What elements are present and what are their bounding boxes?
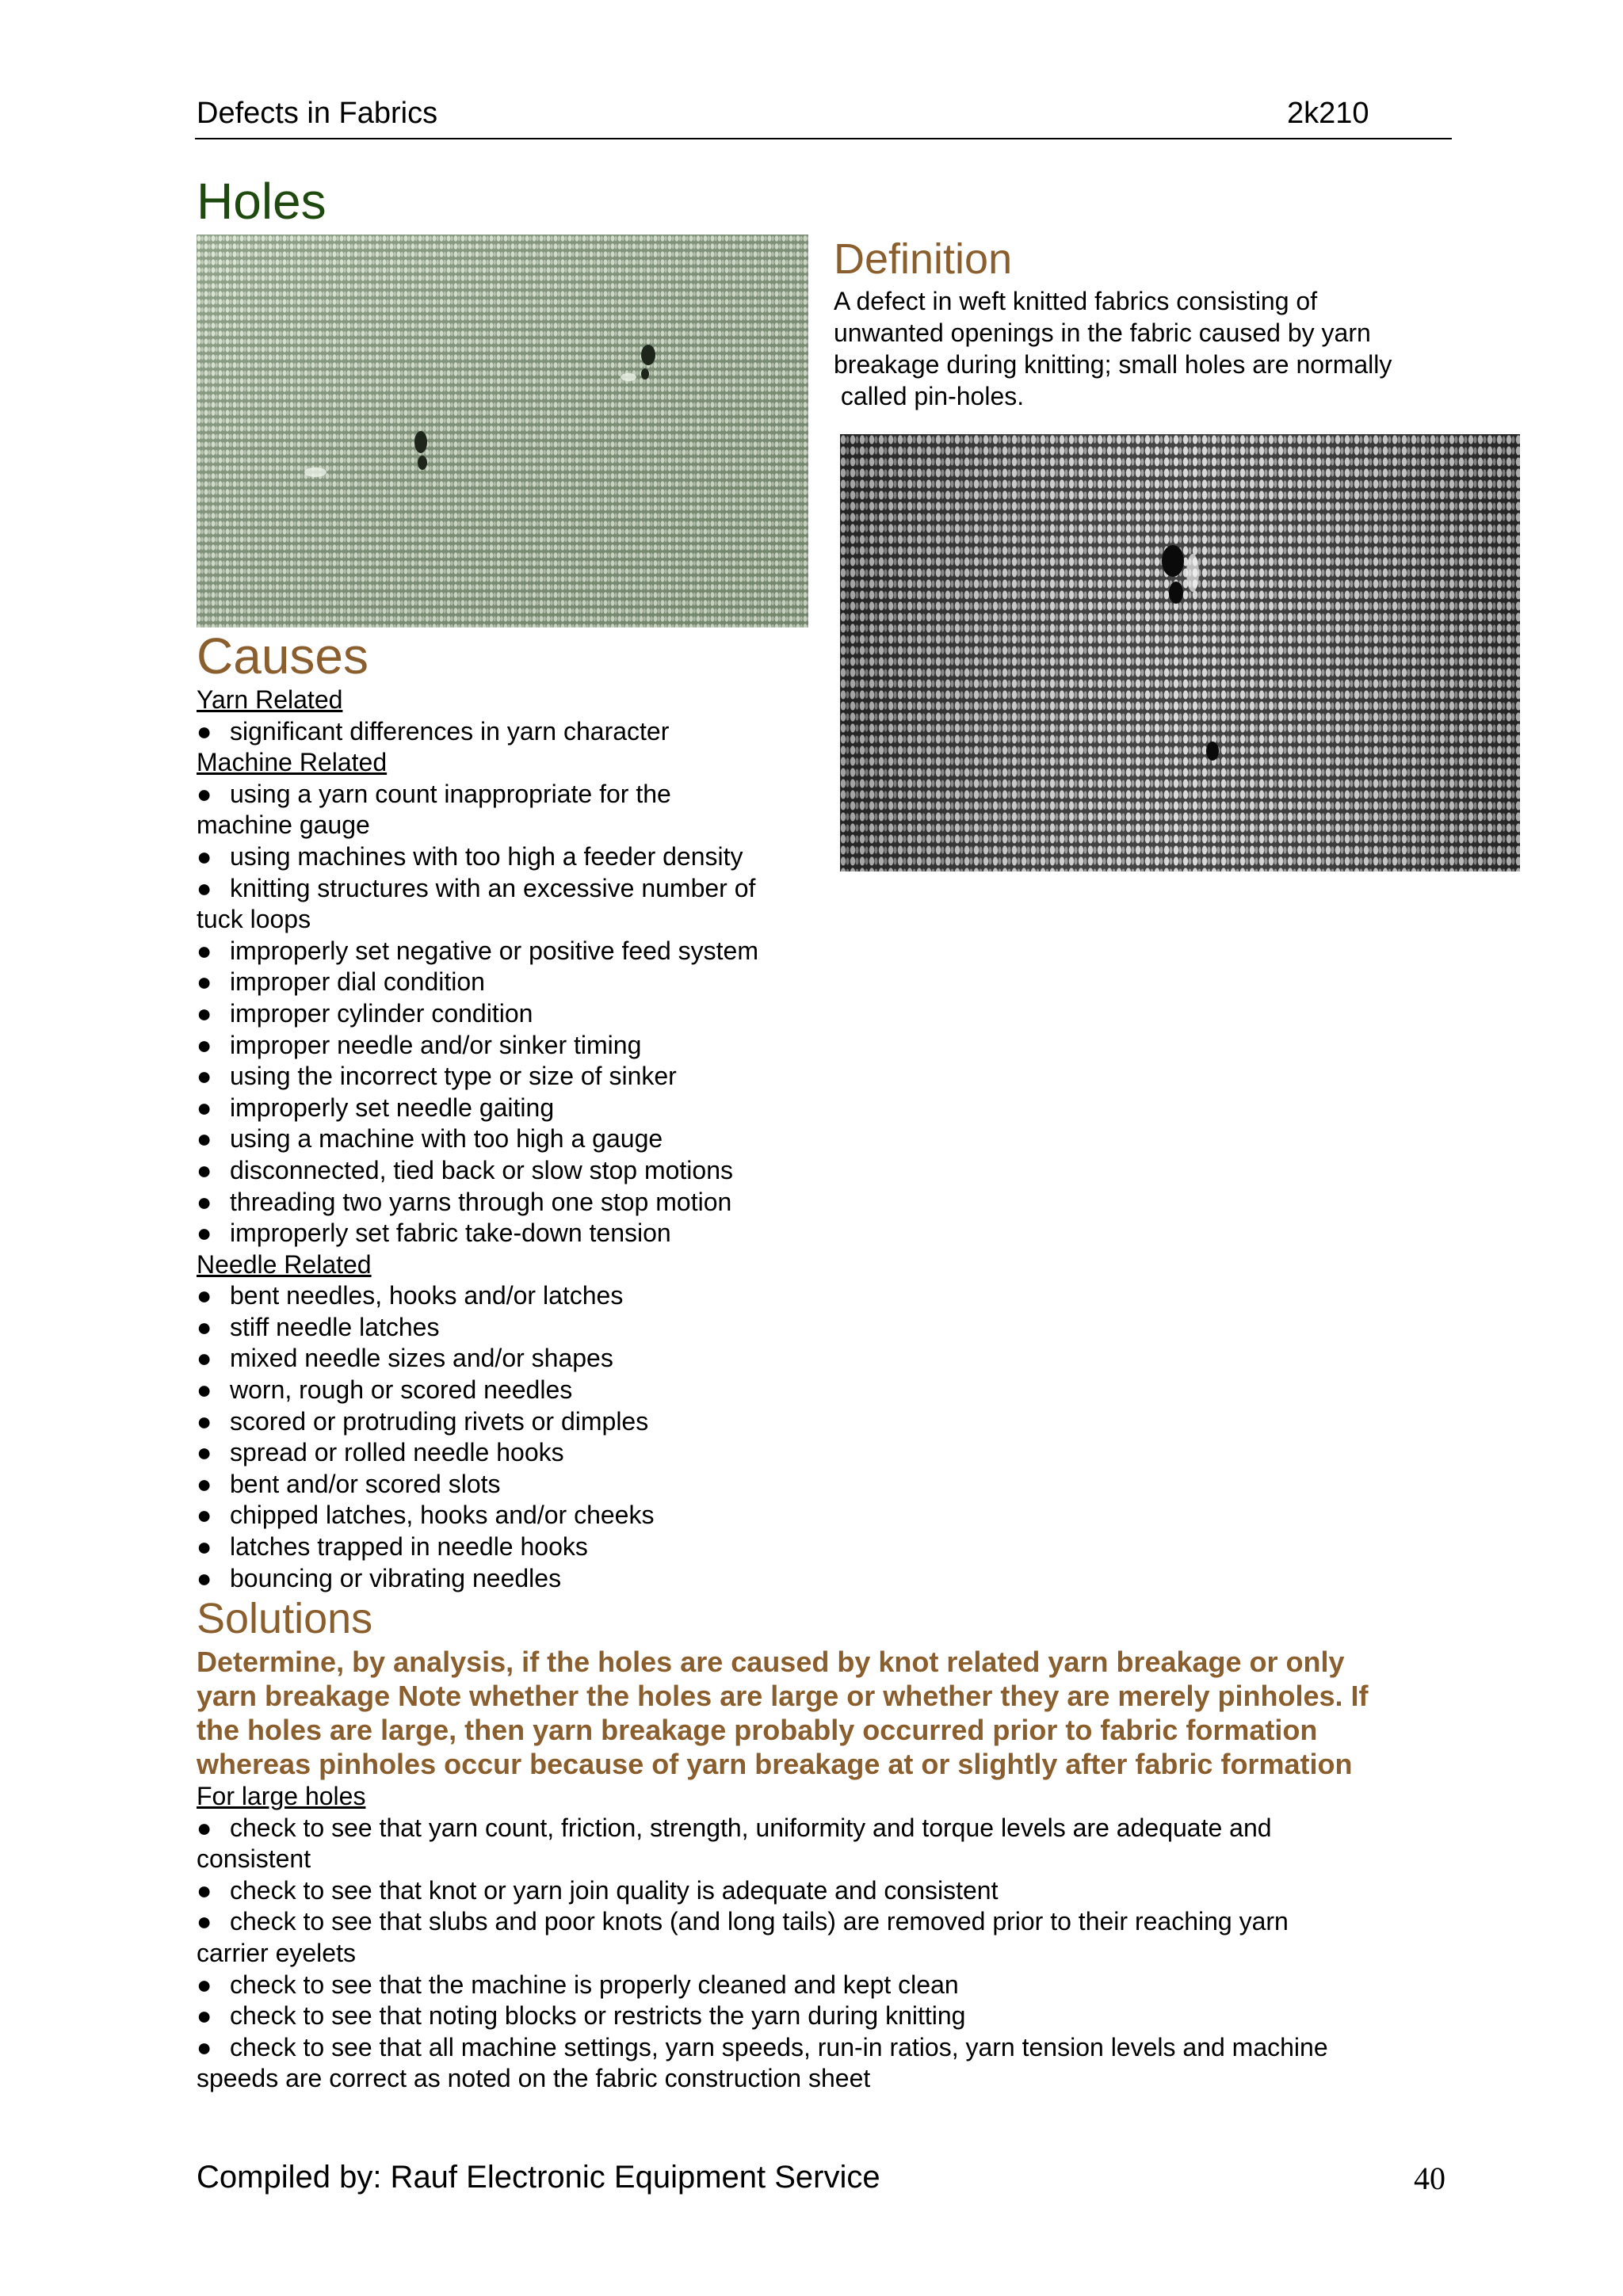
solutions-lead-line: yarn breakage Note whether the holes are large or whether they are merely pinholes. If	[197, 1680, 1369, 1712]
solution-item: ● check to see that the machine is properly cleaned and kept clean	[197, 1970, 959, 1999]
solutions-lead-line: whereas pinholes occur because of yarn breakage at or slightly after fabric formation	[197, 1748, 1353, 1780]
solutions-list	[197, 1781, 1449, 2095]
cause-item: ● improper needle and/or sinker timing	[197, 1030, 642, 1059]
fabric-photo-greyscale	[840, 434, 1520, 871]
needle-related-heading: Needle Related	[197, 1249, 372, 1279]
cause-item-continued: machine gauge	[197, 810, 370, 840]
cause-item: ● latches trapped in needle hooks	[197, 1532, 588, 1562]
solutions-lead	[197, 1645, 1449, 1781]
cause-item: ● knitting structures with an excessive number of	[197, 873, 756, 902]
cause-item: ● using a machine with too high a gauge	[197, 1124, 663, 1154]
yarn-related-heading: Yarn Related	[197, 685, 343, 714]
large-holes-heading: For large holes	[197, 1782, 366, 1810]
cause-item: ● bouncing or vibrating needles	[197, 1563, 562, 1592]
solution-item: ● check to see that noting blocks or restricts the yarn during knitting	[197, 2001, 966, 2031]
cause-item: ● stiff needle latches	[197, 1312, 440, 1341]
cause-item: ● improperly set negative or positive feed system	[197, 936, 758, 965]
definition-line: unwanted openings in the fabric caused by yarn	[834, 318, 1371, 347]
cause-item-continued: tuck loops	[197, 905, 311, 934]
cause-item: ● improper dial condition	[197, 967, 485, 997]
cause-item: ● spread or rolled needle hooks	[197, 1438, 564, 1467]
solution-item-continued: consistent	[197, 1844, 311, 1874]
cause-item: ● significant differences in yarn character	[197, 716, 670, 746]
header-code: 2k210	[1287, 97, 1369, 130]
cause-item: ● using the incorrect type or size of sinker	[197, 1062, 677, 1091]
causes-heading: Causes	[197, 627, 369, 685]
cause-item: ● mixed needle sizes and/or shapes	[197, 1344, 613, 1373]
solution-item: ● check to see that knot or yarn join quality is adequate and consistent	[197, 1875, 999, 1905]
solutions-lead-line: the holes are large, then yarn breakage probably occurred prior to fabric formation	[197, 1714, 1318, 1746]
solution-item: ● check to see that yarn count, friction, strength, uniformity and torque levels are adequate and	[197, 1813, 1272, 1842]
solution-item: ● check to see that all machine settings, yarn speeds, run-in ratios, yarn tension levels and machine	[197, 2032, 1328, 2061]
cause-item: ● disconnected, tied back or slow stop motions	[197, 1155, 733, 1184]
cause-item: ● chipped latches, hooks and/or cheeks	[197, 1501, 655, 1530]
page-number: 40	[1414, 2161, 1445, 2196]
solution-item: ● check to see that slubs and poor knots (and long tails) are removed prior to their reaching yarn	[197, 1907, 1289, 1936]
solution-item-continued: carrier eyelets	[197, 1938, 356, 1967]
causes-list	[197, 685, 831, 1594]
cause-item: ● using a yarn count inappropriate for the	[197, 779, 671, 808]
solution-item-continued: speeds are correct as noted on the fabric construction sheet	[197, 2064, 871, 2093]
solutions-lead-line: Determine, by analysis, if the holes are caused by knot related yarn breakage or only	[197, 1646, 1345, 1678]
page-title: Holes	[197, 173, 327, 230]
definition-line: called pin-holes.	[834, 382, 1025, 410]
header-rule	[195, 138, 1452, 139]
machine-related-heading: Machine Related	[197, 748, 388, 777]
cause-item: ● bent needles, hooks and/or latches	[197, 1281, 624, 1310]
cause-item: ● threading two yarns through one stop motion	[197, 1187, 732, 1216]
cause-item: ● bent and/or scored slots	[197, 1469, 501, 1498]
cause-item: ● improper cylinder condition	[197, 998, 533, 1028]
definition-heading: Definition	[834, 235, 1013, 283]
cause-item: ● scored or protruding rivets or dimples	[197, 1406, 649, 1436]
definition-text	[834, 285, 1468, 412]
cause-item: ● improperly set fabric take-down tension	[197, 1219, 671, 1248]
header-title: Defects in Fabrics	[197, 97, 438, 130]
cause-item: ● improperly set needle gaiting	[197, 1093, 555, 1122]
footer-credit: Compiled by: Rauf Electronic Equipment Service	[197, 2160, 880, 2195]
solutions-heading: Solutions	[197, 1595, 373, 1642]
cause-item: ● using machines with too high a feeder density	[197, 841, 743, 871]
definition-line: breakage during knitting; small holes are normally	[834, 350, 1392, 379]
definition-line: A defect in weft knitted fabrics consisting of	[834, 287, 1318, 315]
fabric-photo-color	[197, 235, 808, 627]
cause-item: ● worn, rough or scored needles	[197, 1375, 573, 1405]
